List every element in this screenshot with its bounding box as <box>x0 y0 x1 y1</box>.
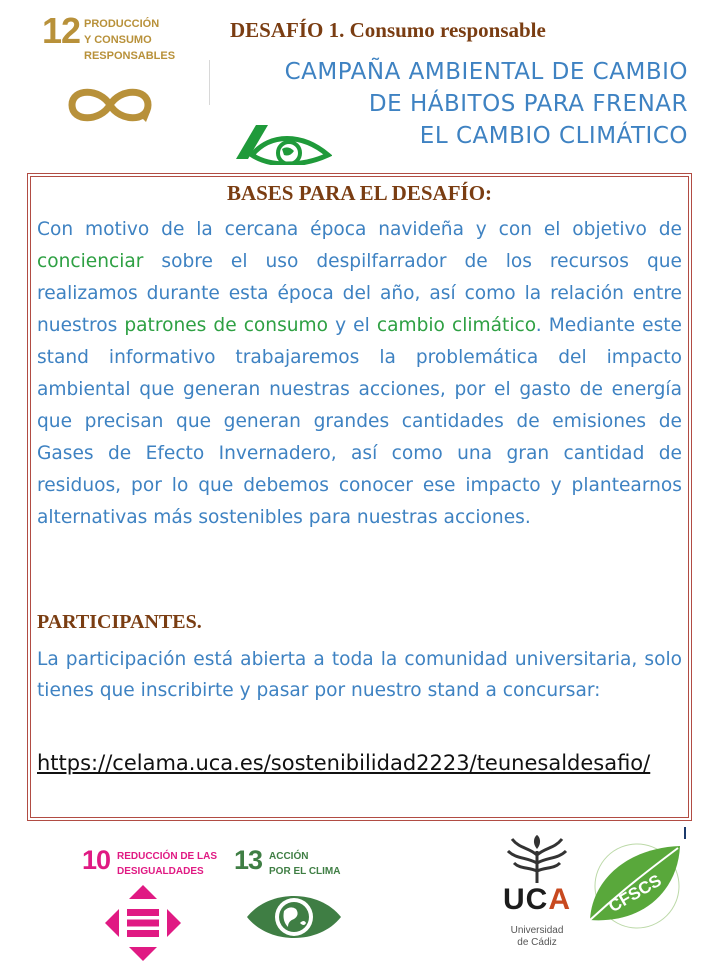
participants-heading: PARTICIPANTES. <box>37 611 202 633</box>
sdg10-label: REDUCCIÓN DE LAS DESIGUALDADES <box>117 851 218 877</box>
infinity-arrow-icon <box>60 80 160 130</box>
campaign-line: DE HÁBITOS PARA FRENAR <box>368 91 688 117</box>
sdg12-badge <box>42 10 176 135</box>
highlight-cambio-climatico: cambio climático <box>376 315 536 336</box>
campaign-title <box>285 56 688 152</box>
green-eye-globe-icon <box>232 115 332 165</box>
uca-subtitle: Universidad de Cádiz <box>510 925 564 948</box>
text-run: y el <box>328 315 377 336</box>
bases-heading: BASES PARA EL DESAFÍO: <box>226 181 493 205</box>
campaign-line: EL CAMBIO CLIMÁTICO <box>419 123 688 149</box>
uca-letter: U <box>502 883 526 916</box>
uca-logo <box>492 833 582 953</box>
sdg13-label: ACCIÓN POR EL CLIMA <box>269 851 341 877</box>
challenge-title: DESAFÍO 1. Consumo responsable <box>230 18 546 42</box>
text-run: . Mediante este stand informativo trabajaremos la problemática del impacto ambiental que generan nuestras acciones, por el gasto de energía que precisan que generan grandes cantidades de emisiones de Gases de Efecto Invernadero, así como una gran cantidad de residuos, por lo que debemos conocer ese impacto y plantearnos alternativas más sostenibles para nuestras acciones. <box>37 315 683 528</box>
highlight-patrones: patrones de consumo <box>124 315 329 336</box>
sdg12-number: 12 <box>42 10 81 51</box>
uca-wordmark <box>492 883 582 917</box>
signup-link[interactable]: https://celama.uca.es/sostenibilidad2223/teunesaldesafio/ <box>37 751 651 775</box>
text-run: Con motivo de la cercana época navideña y con el objetivo de <box>37 219 682 240</box>
campaign-line: CAMPAÑA AMBIENTAL DE CAMBIO <box>284 59 688 85</box>
leaf-logo-text: CFSCS <box>605 870 665 917</box>
highlight-concienciar: concienciar <box>37 251 144 272</box>
sdg10-number: 10 <box>82 845 111 875</box>
sdg13-number: 13 <box>234 845 263 875</box>
participants-text: La participación está abierta a toda la comunidad universitaria, solo tienes que inscribirte y pasar por nuestro stand a concursar: <box>37 649 682 701</box>
uca-tree-icon <box>502 833 572 885</box>
uca-letter: C <box>525 883 549 916</box>
equality-arrows-icon <box>105 885 181 961</box>
text-run: sobre el uso despilfarrador de los recursos que realizamos durante esta época del año, así como la relación entre nuestros <box>37 251 682 336</box>
eye-globe-icon <box>244 887 344 947</box>
divider <box>209 60 210 105</box>
decorative-tick <box>684 827 686 839</box>
sdg12-label: PRODUCCIÓN Y CONSUMO RESPONSABLES <box>84 18 176 62</box>
bases-paragraph <box>37 214 682 534</box>
challenge-info-box <box>27 173 692 821</box>
green-leaf-icon <box>582 840 687 930</box>
uca-letter: A <box>548 883 571 916</box>
